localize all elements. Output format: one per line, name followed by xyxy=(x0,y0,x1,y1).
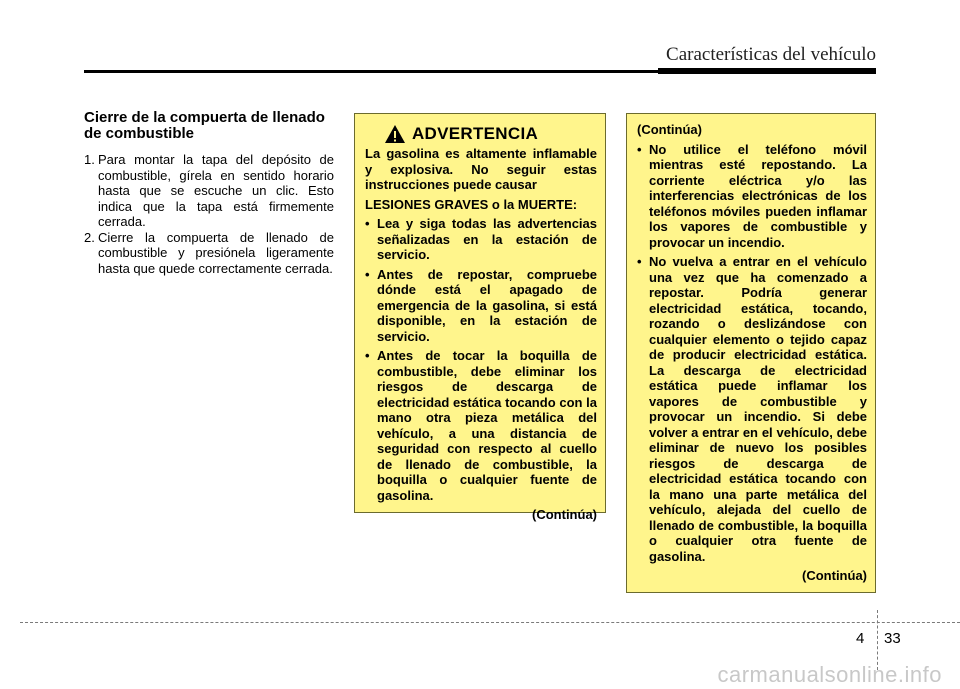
bullet-text: No utilice el teléfono móvil mientras esté repostando. La corriente eléctrica y/o las interferencias electrónicas de los teléfonos móviles pueden inflamar los vapores de combustible y provocar un incendio. xyxy=(649,141,867,250)
step-text: Cierre la compuerta de llenado de combustible y presiónela ligeramente hasta que quede correctamente cerrada. xyxy=(98,229,334,276)
list-item: • Antes de repostar, compruebe dónde está el apagado de emergencia de la gasolina, si está disponible, en la estación de servicio. xyxy=(365,266,597,344)
chapter-number: 4 xyxy=(856,630,865,647)
warning-bullets xyxy=(637,142,867,565)
header-rule-accent xyxy=(658,68,876,74)
warning-title: ADVERTENCIA xyxy=(411,124,539,144)
steps-list xyxy=(84,152,334,276)
continued-label: (Continúa) xyxy=(637,122,702,137)
bullet-text: Antes de repostar, compruebe dónde está el apagado de emergencia de la gasolina, si está disponible, en la estación de servicio. xyxy=(377,266,597,344)
continues-label: (Continúa) xyxy=(532,507,597,522)
footer-divider xyxy=(877,610,878,670)
list-item: • No utilice el teléfono móvil mientras esté repostando. La corriente eléctrica y/o las interferencias electrónicas de los teléfonos móviles pueden inflamar los vapores de combustible y provocar un incendio. xyxy=(637,141,867,250)
warning-triangle-icon xyxy=(384,124,406,144)
footer-rule xyxy=(20,622,960,623)
warning-box-continued xyxy=(626,113,876,593)
warning-heading xyxy=(325,124,597,144)
continues-label: (Continúa) xyxy=(802,568,867,583)
list-item: • Antes de tocar la boquilla de combustible, debe eliminar los riesgos de descarga de electricidad estática tocando con la mano otra pieza metálica del vehículo, a una distancia de seguridad con respecto al cuello de llenado de combustible, la boquilla o cualquier fuente de gasolina. xyxy=(365,348,597,503)
step-number: 1. xyxy=(84,152,95,167)
watermark: carmanualsonline.info xyxy=(717,662,942,687)
warning-bullets xyxy=(365,216,597,503)
warning-intro: La gasolina es altamente inflamable y explosiva. No seguir estas instrucciones puede causar xyxy=(365,146,597,192)
page-number: 33 xyxy=(884,630,901,647)
header-title: Características del vehículo xyxy=(666,44,876,65)
list-item xyxy=(84,230,334,277)
bullet-text: Antes de tocar la boquilla de combustible, debe eliminar los riesgos de descarga de electricidad estática tocando con la mano otra pieza metálica del vehículo, a una distancia de seguridad con respecto al cuello de llenado de combustible, la boquilla o cualquier fuente de gasolina. xyxy=(377,348,597,503)
section-title: Cierre de la compuerta de llenado de combustible xyxy=(84,109,325,142)
bullet-text: No vuelva a entrar en el vehículo una vez que ha comenzado a repostar. Podría generar electricidad estática, tocando, rozando o deslizándose con cualquier elemento o tejido capaz de producir electricidad estática. La descarga de electricidad estática puede inflamar los vapores de combustible y provocar un incendio. Si debe volver a entrar en el vehículo, debe eliminar de nuevo los posibles riesgos de descarga de electricidad estática tocando con la mano una parte metálica del vehículo, alejada del cuello de llenado de combustible, la boquilla o cualquier otra fuente de gasolina. xyxy=(649,254,867,564)
list-item: • No vuelva a entrar en el vehículo una vez que ha comenzado a repostar. Podría generar electricidad estática, tocando, rozando o deslizándose con cualquier elemento o tejido capaz de producir electricidad estática. La descarga de electricidad estática puede inflamar los vapores de combustible y provocar un incendio. Si debe volver a entrar en el vehículo, debe eliminar de nuevo los posibles riesgos de descarga de electricidad estática tocando con la mano una parte metálica del vehículo, alejada del cuello de llenado de combustible, la boquilla o cualquier otra fuente de gasolina. xyxy=(637,254,867,564)
list-item xyxy=(84,152,334,230)
step-text: Para montar la tapa del depósito de combustible, gírela en sentido horario hasta que se escuche un clic. Esto indica que la tapa está firmemente cerrada. xyxy=(98,152,334,229)
warning-intro-emphasis: LESIONES GRAVES o la MUERTE: xyxy=(365,196,578,212)
step-number: 2. xyxy=(84,229,95,245)
instructions-column xyxy=(84,110,334,276)
warning-box xyxy=(354,113,606,522)
list-item: • Lea y siga todas las advertencias señalizadas en la estación de servicio. xyxy=(365,216,597,262)
bullet-text: Lea y siga todas las advertencias señalizadas en la estación de servicio. xyxy=(377,216,597,262)
